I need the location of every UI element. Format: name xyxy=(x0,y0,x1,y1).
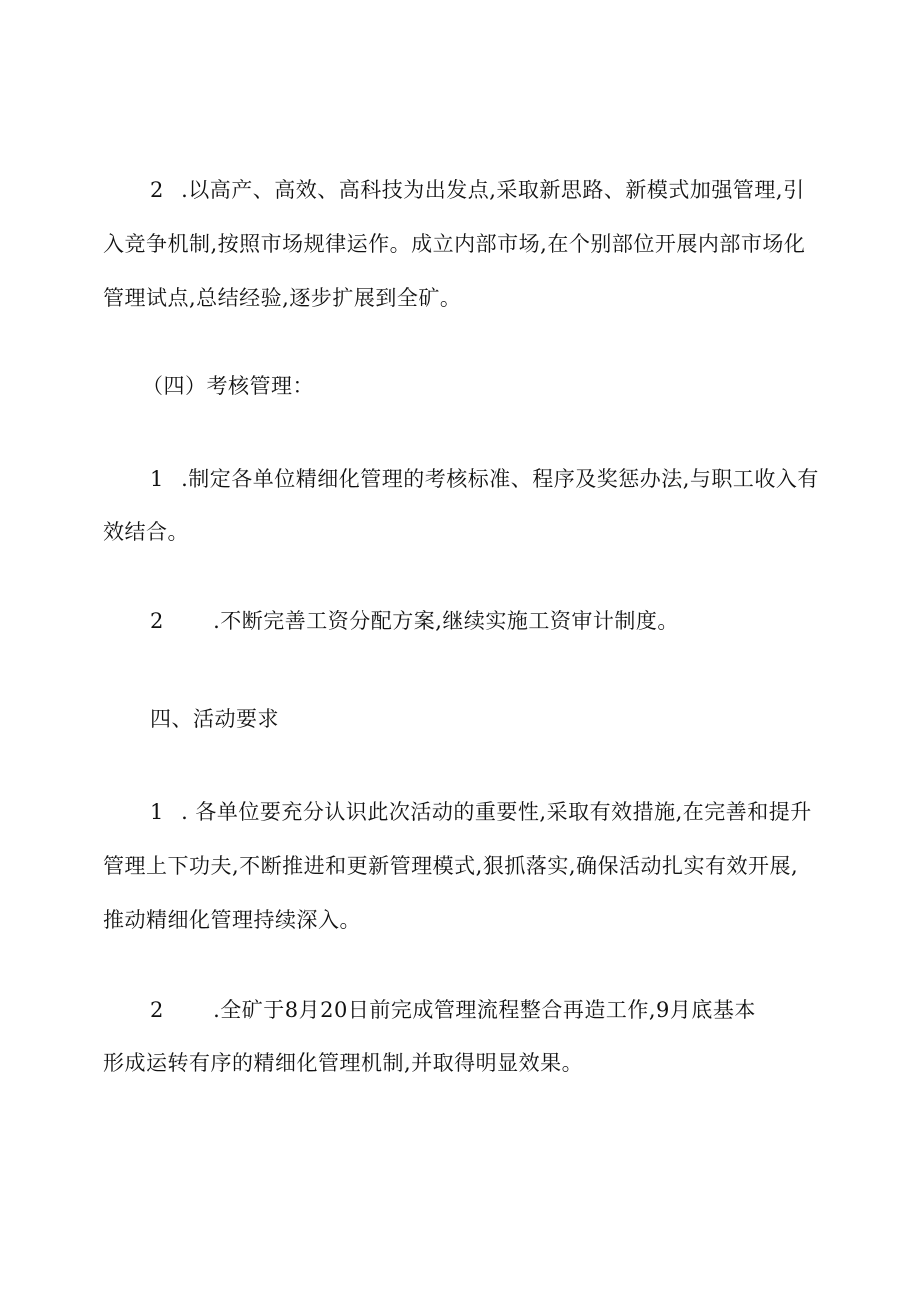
item-number: 1 xyxy=(150,467,164,491)
section-heading-activity: 四、活动要求 xyxy=(150,707,279,731)
item-text: . 各单位要充分认识此次活动的重要性,采取有效措施,在完善和提升 xyxy=(181,800,812,824)
item-1-assess-line-1 xyxy=(150,465,819,493)
item-number: 1 xyxy=(150,800,164,824)
item-1-activity-line-1 xyxy=(150,798,812,826)
item-2-activity-line-1 xyxy=(150,996,756,1024)
item-2-assess-line-1 xyxy=(150,607,679,635)
item-1-activity-line-2: 管理上下功夫,不断推进和更新管理模式,狠抓落实,确保活动扎实有效开展, xyxy=(103,854,799,878)
item-text: .以高产、高效、高科技为出发点,采取新思路、新模式加强管理,引 xyxy=(181,178,805,202)
item-number: 2 xyxy=(150,609,164,633)
item-1-activity-line-3: 推动精细化管理持续深入。 xyxy=(103,908,361,932)
item-number: 2 xyxy=(150,998,164,1022)
item-number: 2 xyxy=(150,178,164,202)
item-2-mgmt-line-3: 管理试点,总结经验,逐步扩展到全矿。 xyxy=(103,286,462,310)
item-text: .全矿于8月20日前完成管理流程整合再造工作,9月底基本 xyxy=(213,998,756,1022)
item-2-mgmt-line-2: 入竞争机制,按照市场规律运作。成立内部市场,在个别部位开展内部市场化 xyxy=(103,232,806,256)
item-2-mgmt-line-1 xyxy=(150,176,805,204)
item-2-activity-line-2: 形成运转有序的精细化管理机制,并取得明显效果。 xyxy=(103,1051,584,1075)
item-text: .不断完善工资分配方案,继续实施工资审计制度。 xyxy=(213,609,679,633)
item-text: .制定各单位精细化管理的考核标准、程序及奖惩办法,与职工收入有 xyxy=(181,467,819,491)
section-heading-assessment: （四）考核管理： xyxy=(142,374,314,398)
item-1-assess-line-2: 效结合。 xyxy=(103,520,189,544)
